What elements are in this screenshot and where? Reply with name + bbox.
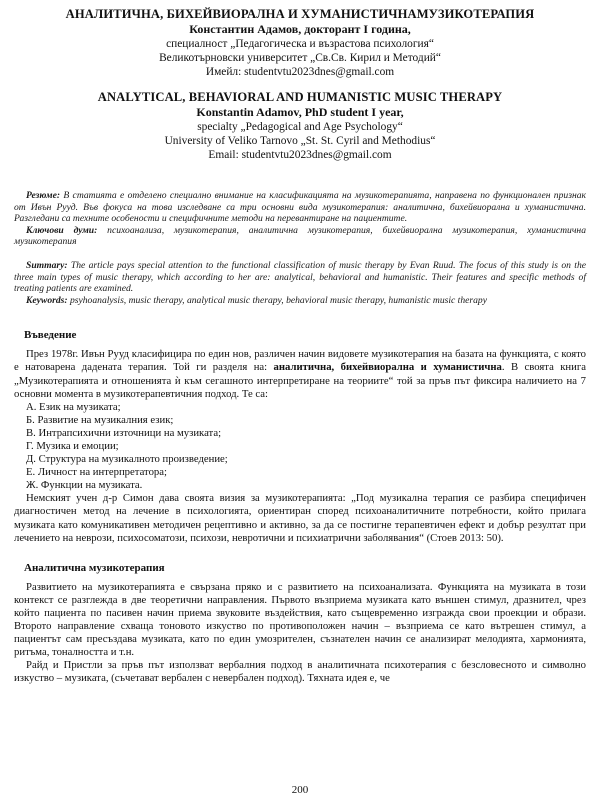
en-author: Konstantin Adamov, PhD student I year, [196, 105, 404, 119]
abstract-bg-label: Резюме: [26, 190, 61, 201]
bg-affiliation-university: Великотърновски университет „Св.Св. Кирил и Методий“ [159, 52, 441, 64]
bg-header [14, 6, 586, 79]
en-title: ANALYTICAL, BEHAVIORAL AND HUMANISTIC MUSIC THERAPY [97, 90, 503, 104]
list-item: Ж. Функции на музиката. [26, 479, 143, 492]
keywords-bg-label: Ключови думи: [26, 224, 98, 236]
list-item: Б. Развитие на музикалния език; [26, 413, 174, 426]
keywords-bg-text: психоанализа, музикотерапия, аналитична музикотерапия, бихейвиорална музикотерапия, хуманистична музикотерапия [14, 224, 586, 248]
list-item: В. Интрапсихични източници на музиката; [26, 426, 222, 439]
en-header [14, 89, 586, 162]
bg-author: Константин Адамов, докторант I година, [189, 22, 411, 36]
intro-paragraph-2: Немският учен д-р Симон дава своята визия за музикотерапията: „Под музикална терапия се разбира специфичен диагностичен метод на лечение в психологията, ориентиран според психоаналитичните потребности, който прилага музиката като комуникативен методичен рецептивно и активно, за да се постигне терапевтичен ефект и добър резултат при лечението на неврози, психосоматози, психози, невротични и психиатрични заболявания“ (Стоев 2013: 50). [14, 492, 586, 544]
keywords-en-text: psyhoanalysis, music therapy, analytical music therapy, behavioral music therapy, humanistic music therapy [67, 294, 487, 306]
list-item: Д. Структура на музикалното произведение; [26, 453, 228, 466]
page-number: 200 [291, 784, 309, 796]
bg-affiliation-specialty: специалност „Педагогическа и възрастова психология“ [166, 38, 434, 50]
list-item: Г. Музика и емоции; [26, 440, 119, 452]
abstract-en [14, 260, 586, 295]
analytic-paragraph-1: Развитието на музикотерапията е свързана пряко и с развитието на психоанализата. Функцията на музиката в този контекст се разглежда в две теоретични направления. Първото възприема музиката като външен стимул, дразнител, чрез който пациента по пасивен начин приема звуковите въздействия, като същевременно изгражда свои проекции и образи. Второто направление схваща тоновото изкуство по противоположен начин – възприема се като вътрешен стимул, а пациентът сам пресъздава музиката, като по един умозрителен, съзнателен начин се анализират мелодията, хармонията, ритъма, тоналността и т.н. [14, 580, 586, 659]
intro-list [14, 401, 586, 493]
abstract-en-label: Summary: [26, 259, 68, 271]
bg-email: Имейл: studentvtu2023dnes@gmail.com [205, 66, 395, 78]
en-affiliation-university: University of Veliko Tarnovo „St. St. Cyril and Methodius“ [164, 135, 436, 147]
intro-p1-end: . В своята книга „Музикотерапията и отношенията ѝ към сегашното интерпретиране на теориите“ той за пръв път фиксира наличието на 7 основни момента в музикотерапевтичния подход. Те са: [14, 361, 586, 400]
abstract-bg-text: В статията е отделено специално внимание на класификацията на музикотерапията, направена по функционален признак от Ивън Рууд. Във фокуса на това изследване са три основни вида музикотерапия: аналитична, бихейвиорална и хуманистична. Разгледани са техните особености и специфичните методи на перевантиране на пациентите. [14, 190, 586, 225]
intro-paragraph-1 [14, 348, 586, 400]
analytic-paragraph-2: Райд и Пристли за пръв път използват вербалния подход в аналитичната психотерапия с безсловесното и символно изкуство – музиката, (съчетават вербален с невербален подход). Тяхната идея е, че [14, 659, 586, 685]
list-item: А. Език на музиката; [26, 400, 121, 413]
keywords-en [14, 295, 586, 307]
keywords-bg [14, 225, 586, 248]
keywords-en-label: Keywords: [26, 294, 68, 306]
intro-p1-start: През 1978г. Ивън Рууд класифицира по един нов, различен начин видовете музикотерапия на базата на функцията, с която е натоварена дадената терапия. Той ги разделя на: [14, 348, 586, 374]
bg-title: АНАЛИТИЧНА, БИХЕЙВИОРАЛНА И ХУМАНИСТИЧНАМУЗИКОТЕРАПИЯ [65, 7, 535, 21]
section-heading-intro: Въведение [24, 329, 77, 342]
list-item: Е. Личност на интерпретатора; [26, 466, 167, 479]
abstract-en-text: The article pays special attention to the functional classification of music therapy by Evan Ruud. The focus of this study is on the three main types of music therapy, which according to her are: analytical, behavioral and humanistic. Their features and specific methods of treating patients are examined. [14, 259, 586, 295]
en-email: Email: studentvtu2023dnes@gmail.com [208, 149, 392, 161]
en-affiliation-specialty: specialty „Pedagogical and Age Psychology“ [197, 121, 403, 133]
intro-p1-bold: аналитична, бихейвиорална и хуманистична [273, 361, 502, 374]
section-heading-analytic: Аналитична музикотерапия [24, 561, 165, 574]
abstract-bg [14, 190, 586, 225]
